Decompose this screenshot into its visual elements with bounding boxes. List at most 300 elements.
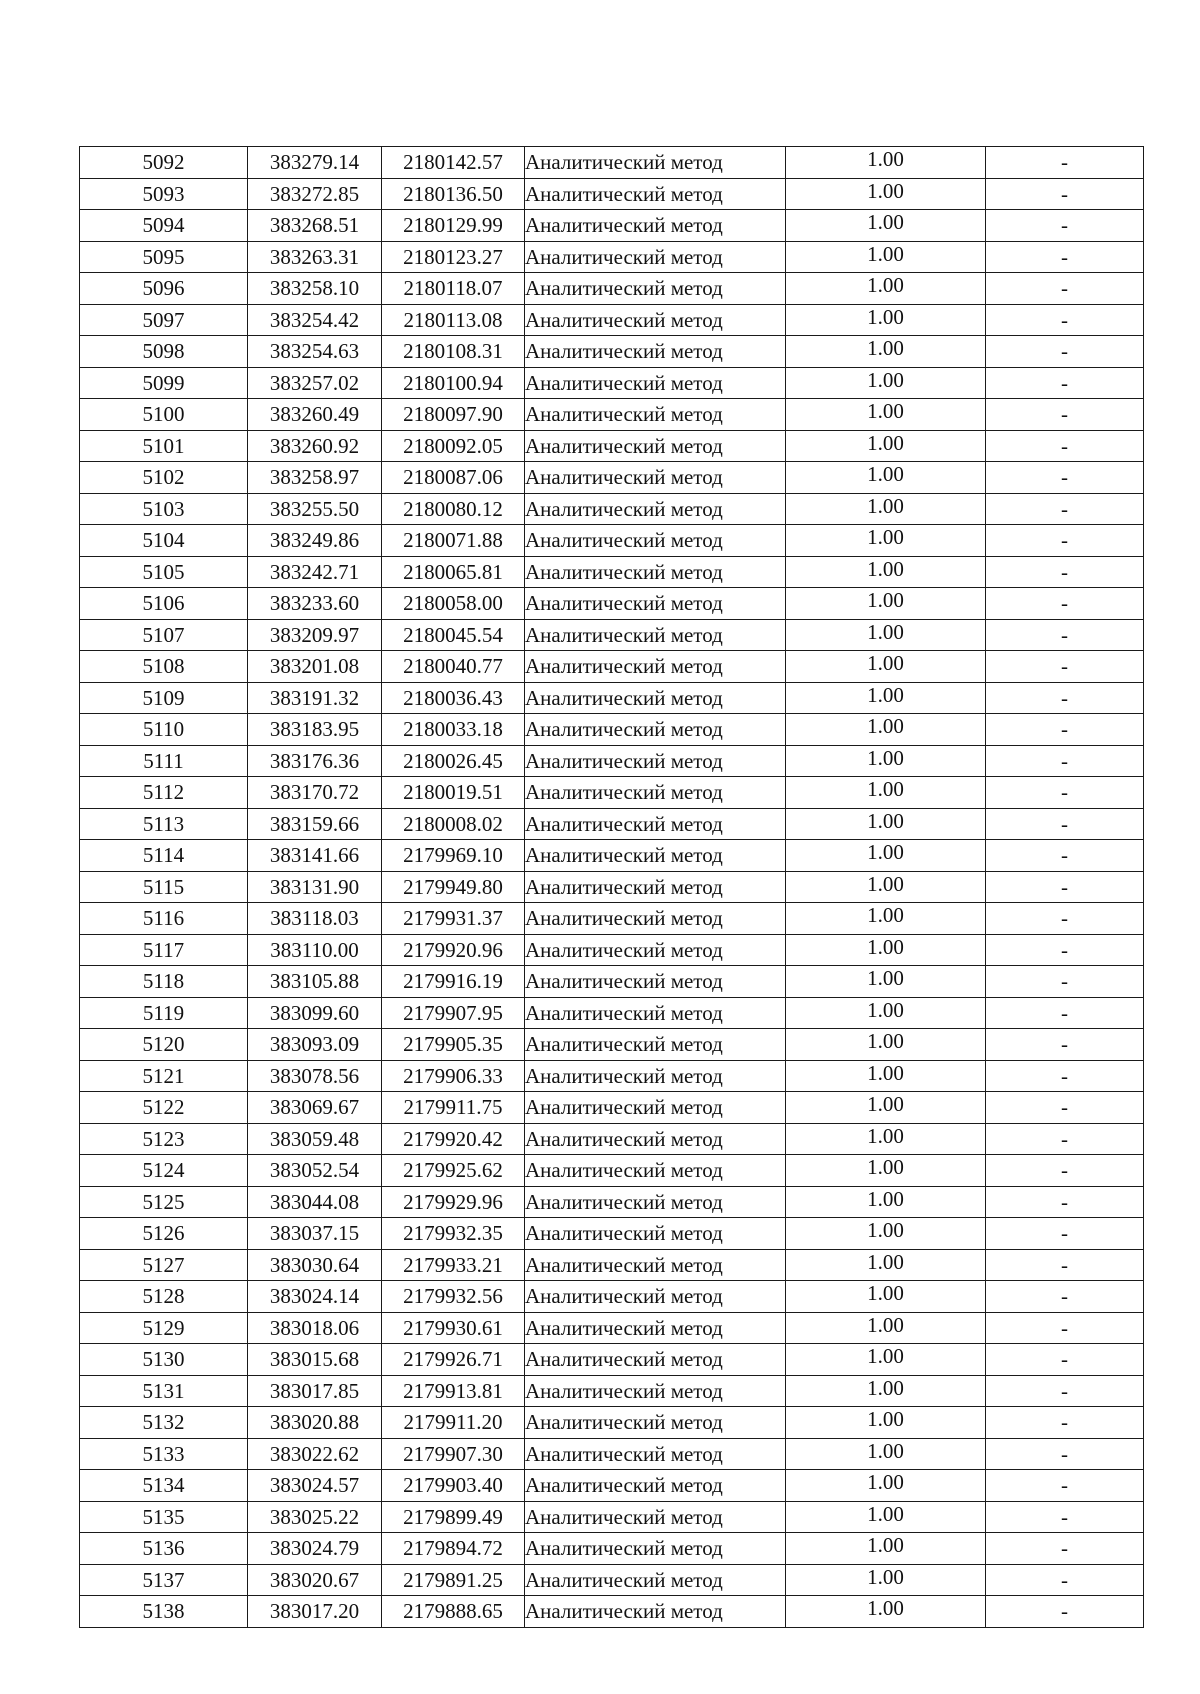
method-cell: Аналитический метод [525,934,786,966]
method-cell: Аналитический метод [525,871,786,903]
y-coordinate-cell: 2179907.95 [382,997,525,1029]
table-row [80,493,1144,525]
accuracy-value: 1.00 [867,556,904,581]
accuracy-cell [786,1312,986,1344]
method-cell: Аналитический метод [525,1312,786,1344]
table-row [80,682,1144,714]
accuracy-cell [786,1155,986,1187]
y-coordinate-cell: 2180033.18 [382,714,525,746]
y-coordinate-cell: 2179903.40 [382,1470,525,1502]
y-coordinate-cell: 2180142.57 [382,147,525,179]
accuracy-cell [786,241,986,273]
y-coordinate-cell: 2179920.42 [382,1123,525,1155]
accuracy-value: 1.00 [867,1533,904,1557]
method-cell: Аналитический метод [525,147,786,179]
extra-cell: - [986,1186,1144,1218]
table-row [80,273,1144,305]
accuracy-value: 1.00 [867,1407,904,1431]
accuracy-cell [786,903,986,935]
y-coordinate-cell: 2179926.71 [382,1344,525,1376]
x-coordinate-cell: 383018.06 [248,1312,382,1344]
accuracy-cell [786,367,986,399]
method-cell: Аналитический метод [525,367,786,399]
table-row [80,903,1144,935]
extra-cell: - [986,1438,1144,1470]
point-number-cell: 5097 [80,304,248,336]
extra-cell: - [986,1564,1144,1596]
y-coordinate-cell: 2180036.43 [382,682,525,714]
method-cell: Аналитический метод [525,525,786,557]
point-number-cell: 5099 [80,367,248,399]
accuracy-value: 1.00 [867,1312,904,1337]
extra-cell: - [986,367,1144,399]
accuracy-value: 1.00 [867,934,904,959]
accuracy-value: 1.00 [867,1029,904,1053]
method-cell: Аналитический метод [525,178,786,210]
accuracy-cell [786,210,986,242]
extra-cell: - [986,1312,1144,1344]
extra-cell: - [986,1155,1144,1187]
accuracy-value: 1.00 [867,336,904,360]
point-number-cell: 5108 [80,651,248,683]
extra-cell: - [986,745,1144,777]
accuracy-value: 1.00 [867,777,904,801]
extra-cell: - [986,871,1144,903]
accuracy-cell [786,966,986,998]
accuracy-value: 1.00 [867,147,904,171]
x-coordinate-cell: 383191.32 [248,682,382,714]
y-coordinate-cell: 2179906.33 [382,1060,525,1092]
y-coordinate-cell: 2179916.19 [382,966,525,998]
accuracy-cell [786,934,986,966]
table-row [80,462,1144,494]
x-coordinate-cell: 383020.67 [248,1564,382,1596]
extra-cell: - [986,399,1144,431]
point-number-cell: 5104 [80,525,248,557]
x-coordinate-cell: 383260.49 [248,399,382,431]
accuracy-value: 1.00 [867,1596,904,1620]
accuracy-value: 1.00 [867,1218,904,1242]
point-number-cell: 5133 [80,1438,248,1470]
x-coordinate-cell: 383279.14 [248,147,382,179]
y-coordinate-cell: 2179920.96 [382,934,525,966]
x-coordinate-cell: 383052.54 [248,1155,382,1187]
extra-cell: - [986,210,1144,242]
x-coordinate-cell: 383110.00 [248,934,382,966]
y-coordinate-cell: 2180097.90 [382,399,525,431]
x-coordinate-cell: 383257.02 [248,367,382,399]
accuracy-value: 1.00 [867,1186,904,1211]
point-number-cell: 5132 [80,1407,248,1439]
x-coordinate-cell: 383272.85 [248,178,382,210]
method-cell: Аналитический метод [525,1375,786,1407]
table-row [80,1533,1144,1565]
table-row [80,1596,1144,1628]
point-number-cell: 5111 [80,745,248,777]
y-coordinate-cell: 2180058.00 [382,588,525,620]
x-coordinate-cell: 383260.92 [248,430,382,462]
table-row [80,1344,1144,1376]
table-row [80,1029,1144,1061]
point-number-cell: 5115 [80,871,248,903]
table-row [80,556,1144,588]
accuracy-value: 1.00 [867,241,904,266]
accuracy-value: 1.00 [867,1155,904,1179]
accuracy-cell [786,304,986,336]
point-number-cell: 5110 [80,714,248,746]
table-row [80,1218,1144,1250]
accuracy-cell [786,336,986,368]
x-coordinate-cell: 383141.66 [248,840,382,872]
point-number-cell: 5138 [80,1596,248,1628]
point-number-cell: 5114 [80,840,248,872]
x-coordinate-cell: 383255.50 [248,493,382,525]
x-coordinate-cell: 383024.79 [248,1533,382,1565]
table-row [80,1249,1144,1281]
point-number-cell: 5103 [80,493,248,525]
x-coordinate-cell: 383242.71 [248,556,382,588]
table-row [80,147,1144,179]
method-cell: Аналитический метод [525,1281,786,1313]
accuracy-value: 1.00 [867,304,904,329]
accuracy-value: 1.00 [867,1092,904,1116]
y-coordinate-cell: 2179931.37 [382,903,525,935]
x-coordinate-cell: 383030.64 [248,1249,382,1281]
accuracy-value: 1.00 [867,682,904,707]
table-body [80,147,1144,1628]
point-number-cell: 5105 [80,556,248,588]
method-cell: Аналитический метод [525,588,786,620]
method-cell: Аналитический метод [525,304,786,336]
table-row [80,430,1144,462]
x-coordinate-cell: 383017.85 [248,1375,382,1407]
accuracy-value: 1.00 [867,210,904,234]
extra-cell: - [986,556,1144,588]
method-cell: Аналитический метод [525,1438,786,1470]
y-coordinate-cell: 2179932.56 [382,1281,525,1313]
point-number-cell: 5102 [80,462,248,494]
accuracy-cell [786,745,986,777]
x-coordinate-cell: 383263.31 [248,241,382,273]
accuracy-cell [786,1407,986,1439]
accuracy-value: 1.00 [867,430,904,455]
point-number-cell: 5120 [80,1029,248,1061]
point-number-cell: 5136 [80,1533,248,1565]
point-number-cell: 5119 [80,997,248,1029]
table-row [80,1123,1144,1155]
point-number-cell: 5095 [80,241,248,273]
point-number-cell: 5122 [80,1092,248,1124]
accuracy-cell [786,1344,986,1376]
x-coordinate-cell: 383024.14 [248,1281,382,1313]
accuracy-cell [786,147,986,179]
x-coordinate-cell: 383025.22 [248,1501,382,1533]
y-coordinate-cell: 2180065.81 [382,556,525,588]
accuracy-cell [786,525,986,557]
point-number-cell: 5134 [80,1470,248,1502]
x-coordinate-cell: 383131.90 [248,871,382,903]
table-row [80,588,1144,620]
extra-cell: - [986,934,1144,966]
method-cell: Аналитический метод [525,1060,786,1092]
accuracy-cell [786,493,986,525]
method-cell: Аналитический метод [525,273,786,305]
accuracy-cell [786,1092,986,1124]
accuracy-cell [786,588,986,620]
accuracy-cell [786,1060,986,1092]
x-coordinate-cell: 383176.36 [248,745,382,777]
table-row [80,336,1144,368]
extra-cell: - [986,430,1144,462]
table-row [80,934,1144,966]
accuracy-value: 1.00 [867,588,904,612]
y-coordinate-cell: 2179930.61 [382,1312,525,1344]
y-coordinate-cell: 2180129.99 [382,210,525,242]
y-coordinate-cell: 2180123.27 [382,241,525,273]
accuracy-value: 1.00 [867,1564,904,1589]
point-number-cell: 5121 [80,1060,248,1092]
accuracy-value: 1.00 [867,808,904,833]
accuracy-cell [786,997,986,1029]
y-coordinate-cell: 2179891.25 [382,1564,525,1596]
extra-cell: - [986,1596,1144,1628]
method-cell: Аналитический метод [525,1407,786,1439]
x-coordinate-cell: 383258.97 [248,462,382,494]
accuracy-value: 1.00 [867,1060,904,1085]
extra-cell: - [986,525,1144,557]
accuracy-value: 1.00 [867,903,904,927]
method-cell: Аналитический метод [525,462,786,494]
table-row [80,745,1144,777]
y-coordinate-cell: 2179894.72 [382,1533,525,1565]
extra-cell: - [986,336,1144,368]
table-row [80,525,1144,557]
y-coordinate-cell: 2179911.20 [382,1407,525,1439]
method-cell: Аналитический метод [525,493,786,525]
accuracy-value: 1.00 [867,1281,904,1305]
point-number-cell: 5123 [80,1123,248,1155]
accuracy-cell [786,430,986,462]
x-coordinate-cell: 383249.86 [248,525,382,557]
x-coordinate-cell: 383024.57 [248,1470,382,1502]
extra-cell: - [986,619,1144,651]
extra-cell: - [986,147,1144,179]
y-coordinate-cell: 2180080.12 [382,493,525,525]
extra-cell: - [986,1407,1144,1439]
y-coordinate-cell: 2179969.10 [382,840,525,872]
method-cell: Аналитический метод [525,682,786,714]
point-number-cell: 5129 [80,1312,248,1344]
point-number-cell: 5098 [80,336,248,368]
accuracy-value: 1.00 [867,1123,904,1148]
x-coordinate-cell: 383254.63 [248,336,382,368]
accuracy-cell [786,808,986,840]
x-coordinate-cell: 383159.66 [248,808,382,840]
point-number-cell: 5128 [80,1281,248,1313]
accuracy-cell [786,1249,986,1281]
accuracy-cell [786,462,986,494]
y-coordinate-cell: 2179907.30 [382,1438,525,1470]
method-cell: Аналитический метод [525,1564,786,1596]
extra-cell: - [986,903,1144,935]
extra-cell: - [986,178,1144,210]
point-number-cell: 5113 [80,808,248,840]
extra-cell: - [986,1249,1144,1281]
extra-cell: - [986,777,1144,809]
accuracy-value: 1.00 [867,651,904,675]
y-coordinate-cell: 2179905.35 [382,1029,525,1061]
table-row [80,714,1144,746]
table-row [80,1375,1144,1407]
method-cell: Аналитический метод [525,1218,786,1250]
y-coordinate-cell: 2180100.94 [382,367,525,399]
accuracy-cell [786,1218,986,1250]
accuracy-cell [786,651,986,683]
method-cell: Аналитический метод [525,556,786,588]
point-number-cell: 5109 [80,682,248,714]
accuracy-cell [786,1564,986,1596]
y-coordinate-cell: 2180092.05 [382,430,525,462]
accuracy-value: 1.00 [867,367,904,392]
method-cell: Аналитический метод [525,336,786,368]
point-number-cell: 5118 [80,966,248,998]
x-coordinate-cell: 383059.48 [248,1123,382,1155]
x-coordinate-cell: 383099.60 [248,997,382,1029]
point-number-cell: 5127 [80,1249,248,1281]
accuracy-cell [786,1501,986,1533]
method-cell: Аналитический метод [525,1596,786,1628]
y-coordinate-cell: 2180008.02 [382,808,525,840]
extra-cell: - [986,462,1144,494]
accuracy-value: 1.00 [867,525,904,549]
y-coordinate-cell: 2179911.75 [382,1092,525,1124]
accuracy-cell [786,1375,986,1407]
extra-cell: - [986,493,1144,525]
x-coordinate-cell: 383183.95 [248,714,382,746]
x-coordinate-cell: 383170.72 [248,777,382,809]
extra-cell: - [986,1060,1144,1092]
method-cell: Аналитический метод [525,210,786,242]
method-cell: Аналитический метод [525,241,786,273]
x-coordinate-cell: 383069.67 [248,1092,382,1124]
accuracy-cell [786,777,986,809]
extra-cell: - [986,651,1144,683]
extra-cell: - [986,966,1144,998]
y-coordinate-cell: 2179925.62 [382,1155,525,1187]
y-coordinate-cell: 2180071.88 [382,525,525,557]
accuracy-cell [786,399,986,431]
y-coordinate-cell: 2180045.54 [382,619,525,651]
accuracy-cell [786,1186,986,1218]
point-number-cell: 5125 [80,1186,248,1218]
y-coordinate-cell: 2179899.49 [382,1501,525,1533]
method-cell: Аналитический метод [525,997,786,1029]
y-coordinate-cell: 2179929.96 [382,1186,525,1218]
extra-cell: - [986,714,1144,746]
point-number-cell: 5137 [80,1564,248,1596]
table-row [80,840,1144,872]
extra-cell: - [986,1123,1144,1155]
table-row [80,651,1144,683]
table-row [80,871,1144,903]
accuracy-value: 1.00 [867,619,904,644]
accuracy-cell [786,1533,986,1565]
point-number-cell: 5094 [80,210,248,242]
accuracy-value: 1.00 [867,997,904,1022]
x-coordinate-cell: 383037.15 [248,1218,382,1250]
method-cell: Аналитический метод [525,1470,786,1502]
table-row [80,1060,1144,1092]
y-coordinate-cell: 2180108.31 [382,336,525,368]
table-row [80,777,1144,809]
table-row [80,1564,1144,1596]
extra-cell: - [986,1092,1144,1124]
accuracy-cell [786,1470,986,1502]
method-cell: Аналитический метод [525,966,786,998]
extra-cell: - [986,241,1144,273]
extra-cell: - [986,997,1144,1029]
point-number-cell: 5116 [80,903,248,935]
accuracy-cell [786,1438,986,1470]
accuracy-value: 1.00 [867,399,904,423]
extra-cell: - [986,1281,1144,1313]
accuracy-cell [786,619,986,651]
x-coordinate-cell: 383078.56 [248,1060,382,1092]
table-row [80,808,1144,840]
y-coordinate-cell: 2180113.08 [382,304,525,336]
accuracy-value: 1.00 [867,871,904,896]
x-coordinate-cell: 383017.20 [248,1596,382,1628]
x-coordinate-cell: 383020.88 [248,1407,382,1439]
y-coordinate-cell: 2180019.51 [382,777,525,809]
table-row [80,241,1144,273]
method-cell: Аналитический метод [525,840,786,872]
extra-cell: - [986,1470,1144,1502]
accuracy-cell [786,273,986,305]
x-coordinate-cell: 383258.10 [248,273,382,305]
accuracy-cell [786,556,986,588]
extra-cell: - [986,1533,1144,1565]
x-coordinate-cell: 383268.51 [248,210,382,242]
extra-cell: - [986,588,1144,620]
accuracy-value: 1.00 [867,714,904,738]
method-cell: Аналитический метод [525,714,786,746]
method-cell: Аналитический метод [525,808,786,840]
method-cell: Аналитический метод [525,430,786,462]
table-row [80,997,1144,1029]
table-row [80,304,1144,336]
table-row [80,178,1144,210]
y-coordinate-cell: 2180040.77 [382,651,525,683]
accuracy-cell [786,871,986,903]
accuracy-cell [786,1596,986,1628]
method-cell: Аналитический метод [525,1344,786,1376]
x-coordinate-cell: 383254.42 [248,304,382,336]
x-coordinate-cell: 383209.97 [248,619,382,651]
accuracy-cell [786,178,986,210]
table-row [80,210,1144,242]
accuracy-cell [786,682,986,714]
accuracy-value: 1.00 [867,745,904,770]
y-coordinate-cell: 2179888.65 [382,1596,525,1628]
extra-cell: - [986,1029,1144,1061]
extra-cell: - [986,1501,1144,1533]
y-coordinate-cell: 2180087.06 [382,462,525,494]
point-number-cell: 5117 [80,934,248,966]
table-row [80,399,1144,431]
accuracy-value: 1.00 [867,1501,904,1526]
x-coordinate-cell: 383201.08 [248,651,382,683]
